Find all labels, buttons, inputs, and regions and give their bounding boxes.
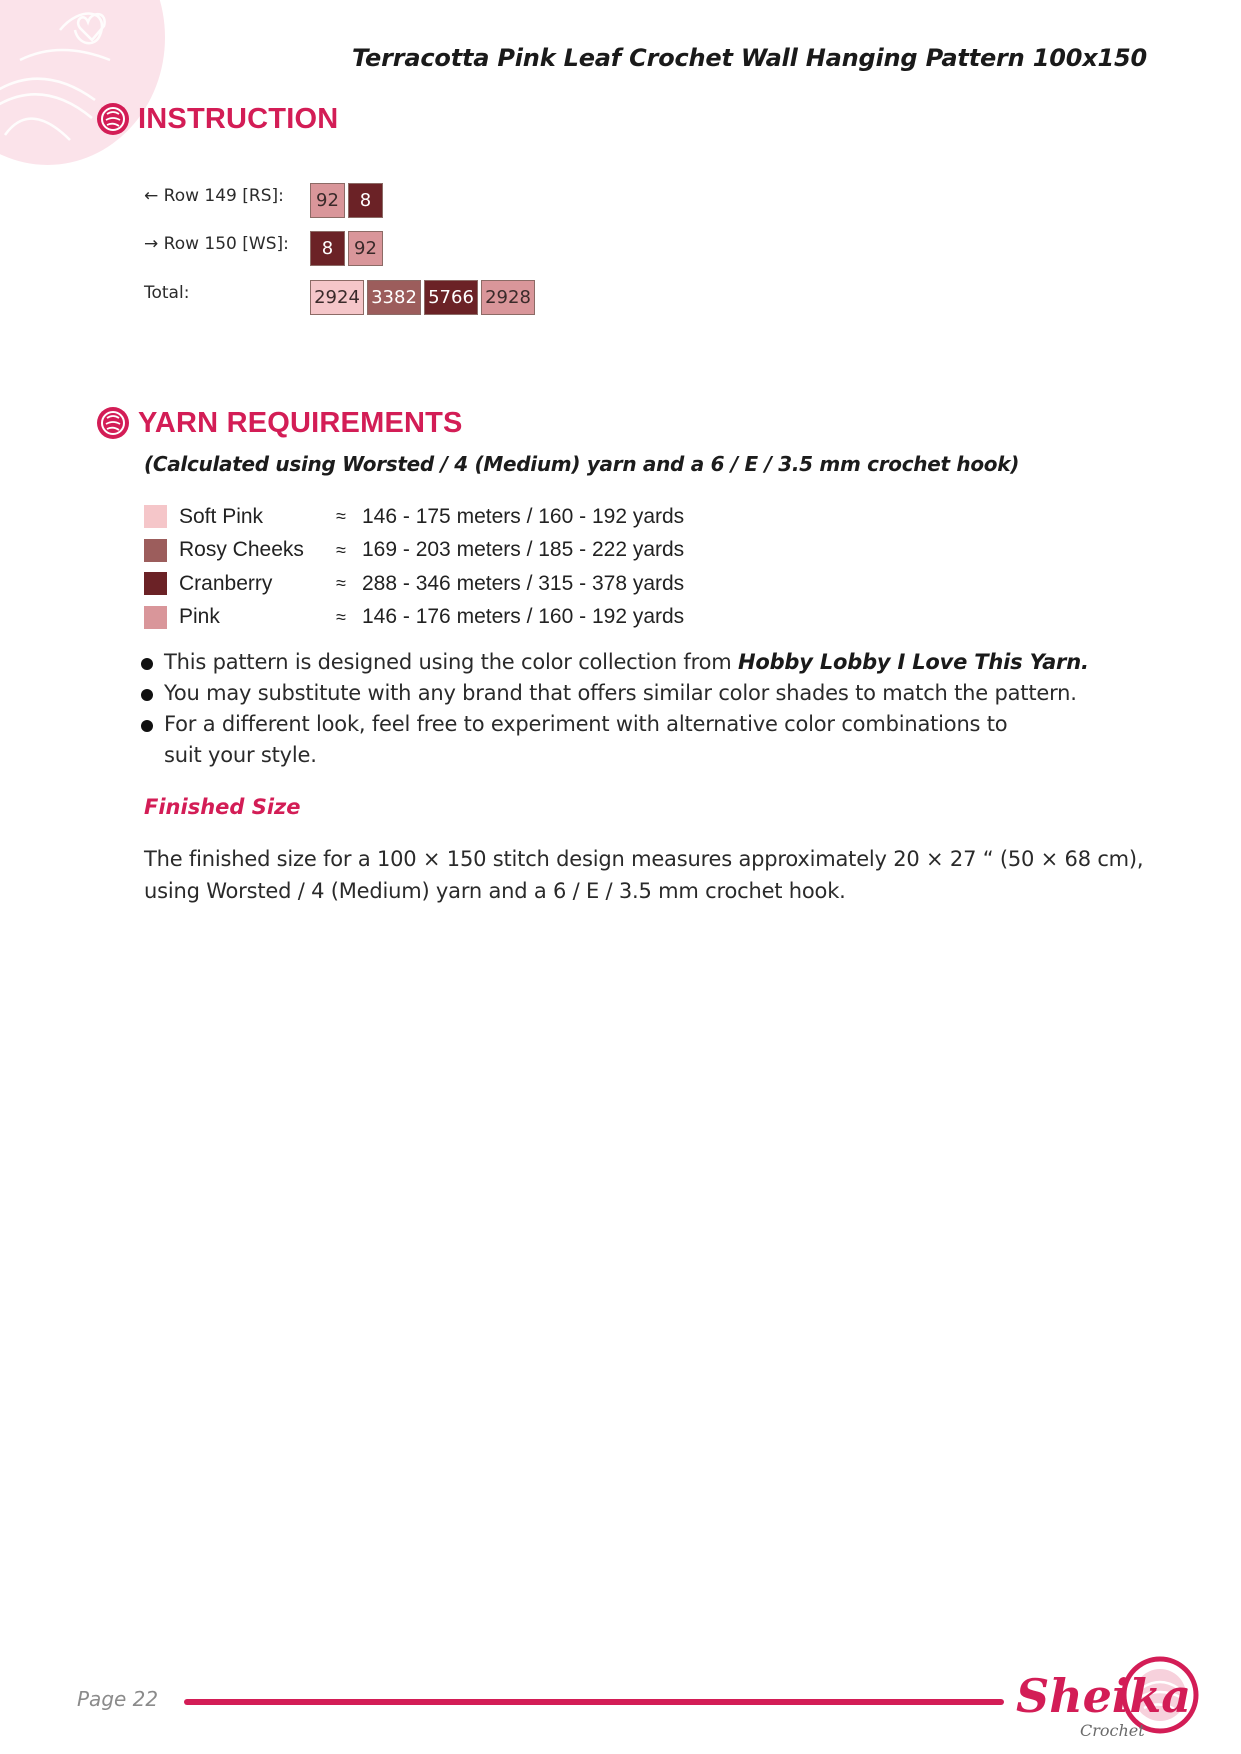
yarn-ball-icon [0,0,160,160]
logo-graphic [1010,1650,1215,1745]
yarn-amount: 146 - 175 meters / 160 - 192 yards [362,504,685,528]
row-150-line [144,234,309,254]
notes-list [140,647,1140,771]
approx-symbol: ≈ [336,573,346,594]
approx-symbol: ≈ [336,506,346,527]
yarn-name: Cranberry [179,571,273,595]
finished-size-body: The finished size for a 100 × 150 stitch design measures approximately 20 × 27 “ (50 × 68 cm), using Worsted / 4 (Medium) yarn and a 6 / E / 3.5 mm crochet hook. [144,847,1144,903]
footer-divider [184,1699,1004,1705]
color-swatch [144,572,167,595]
total-line [144,283,309,303]
row-cell: 8 [310,231,345,266]
note-item: You may substitute with any brand that offers similar color shades to match the pattern. [140,678,1140,709]
total-cells [310,280,535,315]
instruction-title: INSTRUCTION [138,102,339,135]
total-cell: 2924 [310,280,364,315]
total-cell: 3382 [367,280,421,315]
yarn-item [144,500,684,534]
sheika-crochet-logo [1010,1650,1215,1745]
total-cell: 2928 [481,280,535,315]
yarn-name: Rosy Cheeks [179,538,304,562]
row-label: ← Row 149 [RS]: [144,186,284,206]
yarn-name: Soft Pink [179,504,264,528]
yarn-badge-icon [96,102,130,136]
corner-yarn-decoration [0,0,165,165]
note-item: For a different look, feel free to experiment with alternative color combinations to suit your style. [140,709,1024,771]
total-label: Total: [144,283,190,303]
row-label: → Row 150 [WS]: [144,234,289,254]
instruction-heading [96,102,338,136]
logo-text: Sheika [1016,1669,1192,1723]
row-150-cells [310,231,383,266]
color-swatch [144,606,167,629]
finished-size-heading: Finished Size [144,795,301,819]
yarn-name: Pink [179,605,220,629]
yarn-amount: 288 - 346 meters / 315 - 378 yards [362,571,685,595]
total-cell: 5766 [424,280,478,315]
row-cell: 8 [348,183,383,218]
yarn-list [144,500,684,634]
document-title: Terracotta Pink Leaf Crochet Wall Hanging Pattern 100x150 [351,44,1147,72]
note-text: This pattern is designed using the color collection from [164,650,738,674]
yarn-heading [96,406,463,440]
yarn-brand: Hobby Lobby I Love This Yarn. [737,650,1089,674]
row-149-line [144,186,309,206]
row-cell: 92 [348,231,383,266]
yarn-amount: 146 - 176 meters / 160 - 192 yards [362,605,685,629]
yarn-amount: 169 - 203 meters / 185 - 222 yards [362,538,685,562]
row-149-cells [310,183,383,218]
yarn-title: YARN REQUIREMENTS [138,406,463,439]
yarn-item [144,567,684,601]
color-swatch [144,539,167,562]
yarn-subtitle: (Calculated using Worsted / 4 (Medium) yarn and a 6 / E / 3.5 mm crochet hook) [144,452,1020,476]
page-number: Page 22 [77,1687,159,1711]
note-item [140,647,1140,678]
yarn-item [144,534,684,568]
logo-subtext: Crochet [1080,1721,1145,1740]
yarn-badge-icon [96,406,130,440]
yarn-item [144,601,684,635]
approx-symbol: ≈ [336,539,346,560]
row-cell: 92 [310,183,345,218]
approx-symbol: ≈ [336,606,346,627]
color-swatch [144,505,167,528]
